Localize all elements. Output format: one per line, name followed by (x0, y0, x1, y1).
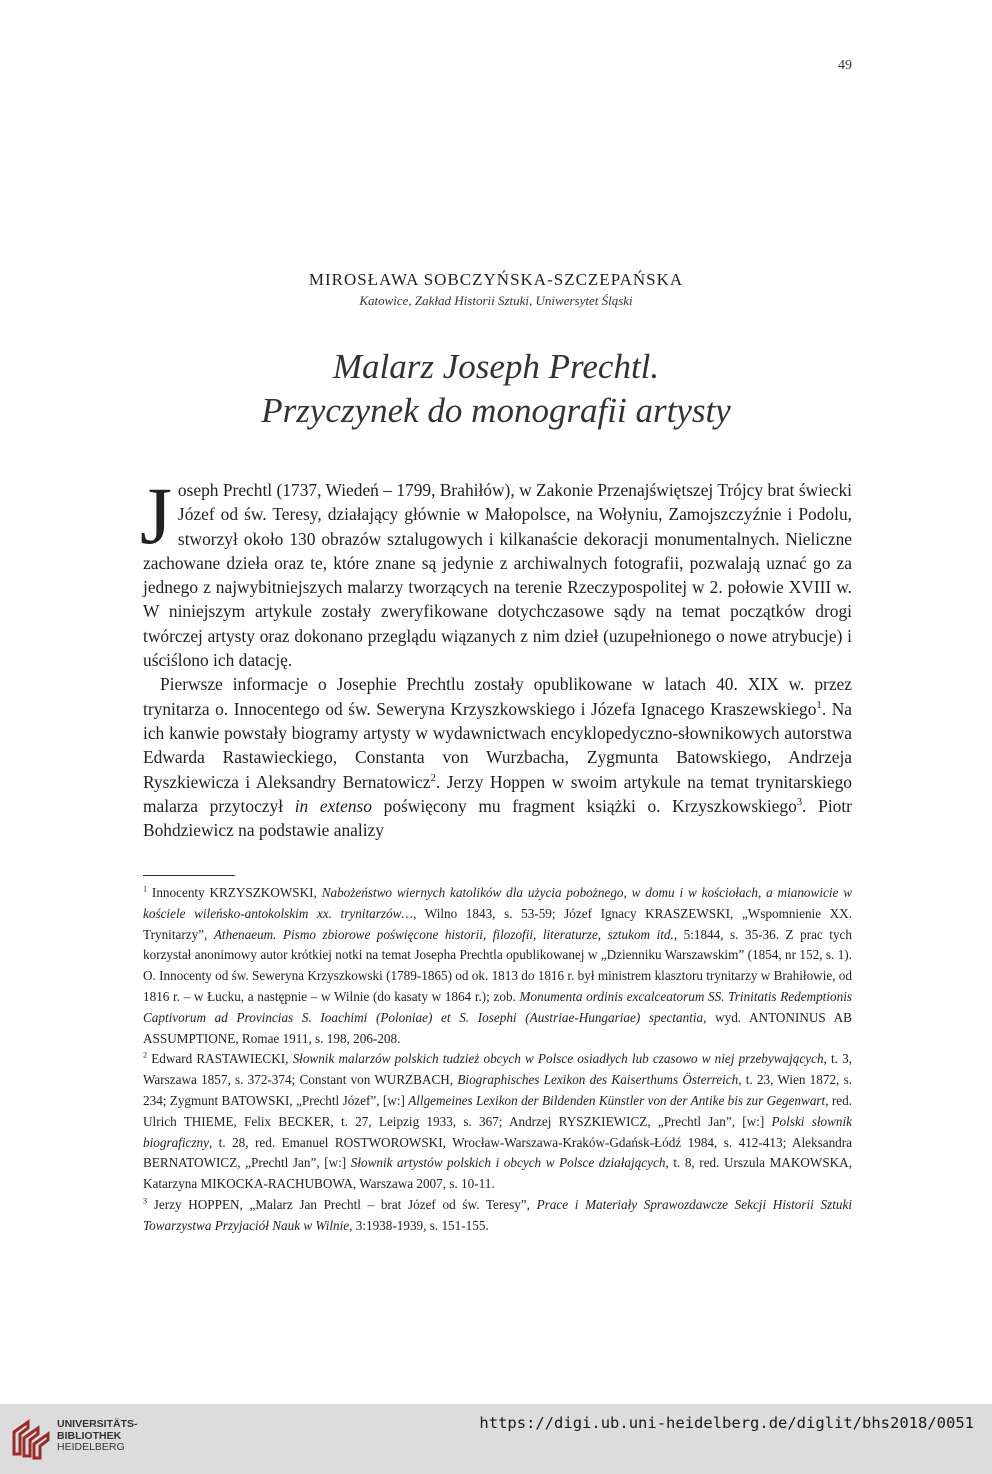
article-title (0, 345, 992, 433)
p2-text-d: poświęcony mu fragment książki o. Krzyszkowskiego (372, 795, 797, 816)
title-line-1: Malarz Joseph Prechtl. (332, 347, 660, 386)
footnote-1-number: 1 (143, 884, 148, 894)
p2-italic: in extenso (294, 795, 372, 816)
library-name-line-2: BIBLIOTHEK (57, 1429, 122, 1442)
p2-text-a: Pierwsze informacje o Josephie Prechtlu zostały opublikowane w latach 40. XIX w. przez trynitarza o. Innocentego od św. Seweryna Krzyszkowskiego i Józefa Ignacego Kraszewskiego (143, 674, 852, 719)
library-name-line-3: HEIDELBERG (57, 1441, 125, 1453)
footnote-3-number: 3 (143, 1196, 148, 1206)
fn2-c: , t. 3, Warszawa 1857, s. 372-374; Constant von WURZBACH, (143, 1051, 852, 1088)
fn3-b: Prace i Materiały Sprawozdawcze Sekcji Historii Sztuki Towarzystwa Przyjaciół Nauk w Wilnie (143, 1196, 852, 1233)
footnote-3 (143, 1195, 852, 1237)
fn1-d: Athenaeum. Pismo zbiorowe poświęcone historii, filozofii, literaturze, sztukom itd. (213, 926, 674, 942)
drop-cap: J (140, 470, 172, 561)
library-name (57, 1419, 138, 1454)
fn2-e: , t. 23, Wien 1872, s. 234; Zygmunt BATOWSKI, „Prechtl Józef”, [w:] (143, 1072, 853, 1108)
p2-text-b: . Na ich kanwie powstały biogramy artysty w wydawnictwach encyklopedyczno-słownikowych autorstwa Edwarda Rastawieckiego, Constanta von Wurzbacha, Zygmunta Batowskiego, Andrzeja Ryszkiewicza i Aleksandry Bernatowicz (143, 698, 852, 792)
fn1-a: Innocenty KRZYSZKOWSKI, (147, 885, 322, 900)
footnote-1 (143, 883, 852, 1049)
footnote-ref-1[interactable]: 1 (816, 698, 822, 711)
library-logo-icon[interactable] (10, 1418, 52, 1460)
fn2-a: Edward RASTAWIECKI, (147, 1051, 293, 1067)
fn3-a: Jerzy HOPPEN, „Malarz Jan Prechtl – brat Józef od św. Teresy”, (147, 1196, 537, 1212)
fn2-d: Biographisches Lexikon des Kaiserthums Österreich (457, 1072, 739, 1088)
p2-text-e: . Piotr Bohdziewicz na podstawie analizy (143, 795, 852, 841)
library-name-line-1: UNIVERSITÄTS- (57, 1418, 138, 1430)
paragraph-1 (140, 470, 852, 672)
paragraph-2 (143, 672, 852, 842)
paragraph-1-text: oseph Prechtl (1737, Wiedeń – 1799, Brahiłów), w Zakonie Przenajświętszej Trójcy brat świecki Józef od św. Teresy, działający głównie w Małopolsce, na Wołyniu, Zamojszczyźnie i Podolu, stworzył około 130 obrazów sztalugowych i kilkanaście dekoracji monumentalnych. Nieliczne zachowane dzieła oraz te, które znane są jedynie z archiwalnych fotografii, pozwalają uznać go za jednego z najwybitniejszych malarzy tworzących na terenie Rzeczypospolitej w 2. połowie XVIII w. W niniejszym artykule zostały zweryfikowane dotychczasowe sądy na temat początków drogi twórczej artysty oraz dokonano przeglądu wiązanych z nim dzieł (uzupełnionego o nowe atrybucje) i uściślono ich datację. (143, 480, 852, 671)
article-body (140, 470, 852, 842)
footnote-ref-2[interactable]: 2 (430, 771, 436, 784)
author-name: MIROSŁAWA SOBCZYŃSKA-SZCZEPAŃSKA (308, 270, 684, 289)
fn2-j: , t. 28, red. Emanuel ROSTWOROWSKI, Wrocław-Warszawa-Kraków-Gdańsk-Łódź 1984, s. 412-413; Aleksandra BERNATOWICZ, „Prechtl Jan”, [w:] (143, 1134, 852, 1171)
author-affiliation: Katowice, Zakład Historii Sztuki, Uniwersytet Śląski (359, 293, 633, 308)
p2-text-c: . Jerzy Hoppen w swoim artykule na temat trynitarskiego malarza przytoczył (143, 771, 852, 816)
fn2-b: Słownik malarzów polskich tudzież obcych w Polsce osiadłych lub czasowo w niej przebywających (292, 1051, 824, 1067)
footnote-ref-3[interactable]: 3 (796, 796, 803, 809)
fn1-g: , wyd. ANTONINUS AB ASSUMPTIONE, Romae 1911, s. 198, 206-208. (143, 1009, 852, 1046)
footnotes (143, 883, 852, 1237)
source-url-link[interactable]: https://digi.ub.uni-heidelberg.de/diglit/bhs2018/0051 (479, 1414, 974, 1432)
fn2-k: Słownik artystów polskich i obcych w Polsce działających (350, 1155, 666, 1171)
fn2-f: Allgemeines Lexikon der Bildenden Künstler von der Antike bis zur Gegenwart (408, 1092, 826, 1108)
footer-bar (0, 1404, 992, 1474)
page-number: 49 (838, 58, 852, 73)
footnote-divider (143, 875, 235, 876)
fn1-f: Monumenta ordinis excalceatorum SS. Trinitatis Redemptionis Captivorum ad Provincias S. Ioachimi (Poloniae) et S. Iosephi (Austriae-Hungariae) spectantia (143, 988, 852, 1025)
footnote-2 (143, 1049, 852, 1195)
fn2-h: Polski słownik biograficzny (143, 1113, 853, 1150)
fn1-c: , Wilno 1843, s. 53-59; Józef Ignacy KRASZEWSKI, „Wspomnienie XX. Trynitarzy”, (143, 905, 852, 942)
fn3-c: , 3:1938-1939, s. 151-155. (349, 1217, 489, 1233)
fn2-l: , t. 8, red. Urszula MAKOWSKA, Katarzyna MIKOCKA-RACHUBOWA, Warszawa 2007, s. 10-11. (143, 1155, 853, 1192)
title-line-2: Przyczynek do monografii artysty (261, 391, 731, 430)
fn1-b: Nabożeństwo wiernych katolików dla użycia pobożnego, w domu i w kościołach, a mianowicie w kościele wileńsko-antokolskim xx. trynitarzów… (143, 885, 852, 921)
fn2-g: , red. Ulrich THIEME, Felix BECKER, t. 27, Leipzig 1933, s. 367; Andrzej RYSZKIEWICZ, „Prechtl Jan”, [w:] (143, 1092, 852, 1129)
fn1-e: , 5:1844, s. 35-36. Z prac tych korzystał anonimowy autor krótkiej notki na temat Josepha Prechtla opublikowanej w „Dzienniku Warszawskim” (1854, nr 152, s. 1). O. Innocenty od św. Seweryna Krzyszkowski (1789-1865) od ok. 1813 do 1816 r. był ministrem klasztoru trynitarzy w Brahiłowie, od 1816 r. – w Łucku, a następnie – w Wilnie (do kasaty w 1864 r.); zob. (143, 926, 852, 1004)
footnote-2-number: 2 (143, 1050, 148, 1060)
